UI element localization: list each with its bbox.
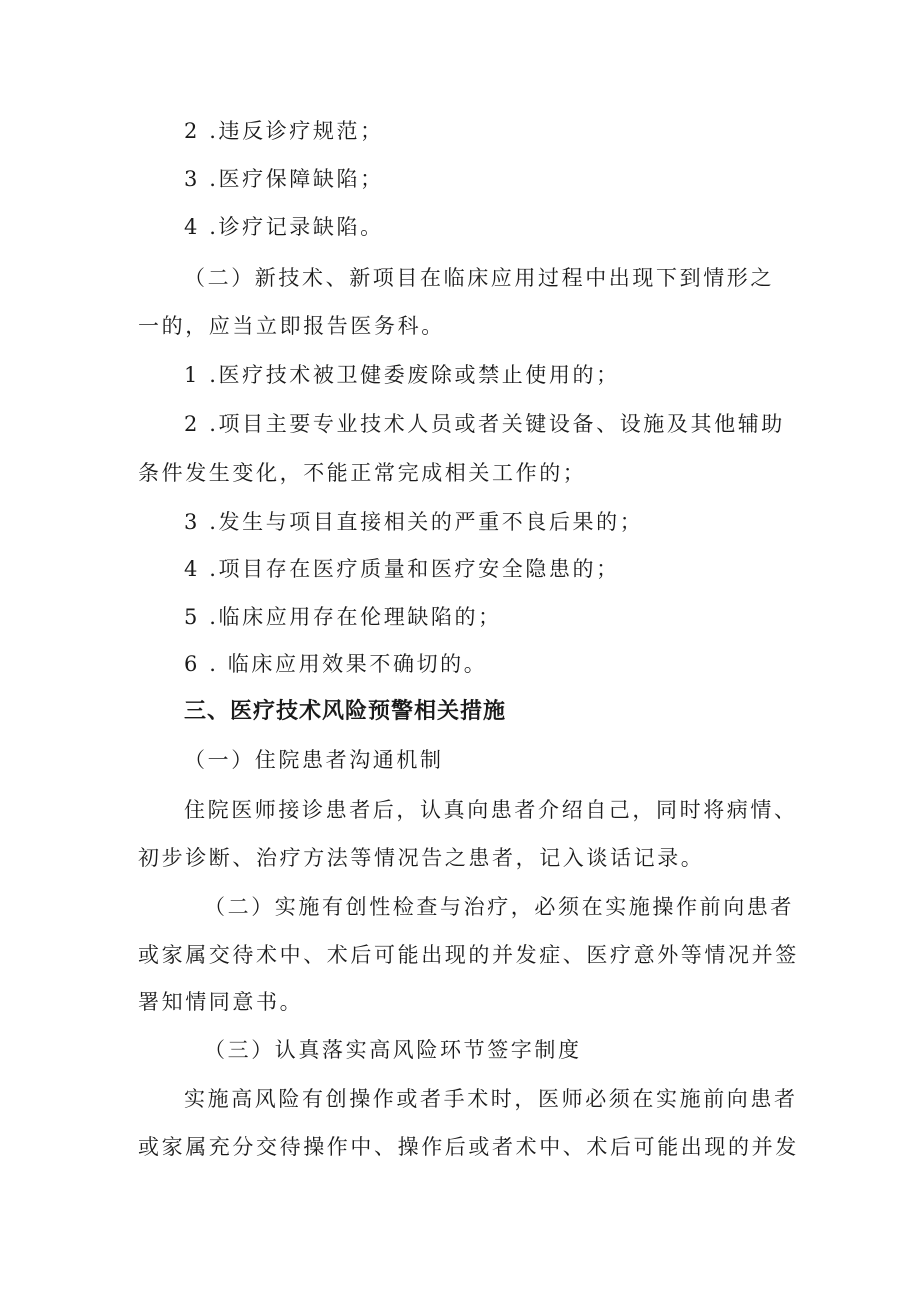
- paragraph-line: 或家属充分交待操作中、操作后或者术中、术后可能出现的并发: [138, 1135, 799, 1159]
- paragraph-line: 署知情同意书。: [138, 990, 304, 1014]
- section-heading: 三、医疗技术风险预警相关措施: [184, 699, 507, 724]
- paragraph-line: 实施高风险有创操作或者手术时，医师必须在实施前向患者: [184, 1087, 798, 1111]
- list-item: 6 . 临床应用效果不确切的。: [184, 652, 488, 676]
- paragraph-line: （二）新技术、新项目在临床应用过程中出现下到情形之: [184, 266, 774, 290]
- paragraph-line: 住院医师接诊患者后，认真向患者介绍自己，同时将病情、: [184, 798, 798, 822]
- list-item: 3 .发生与项目直接相关的严重不良后果的；: [184, 510, 644, 534]
- list-item: 5 .临床应用存在伦理缺陷的；: [184, 605, 502, 629]
- paragraph-line: 条件发生变化，不能正常完成相关工作的；: [138, 461, 587, 485]
- list-item: 2 .项目主要专业技术人员或者关键设备、设施及其他辅助: [184, 412, 785, 436]
- list-item: 3 .医疗保障缺陷；: [184, 167, 384, 191]
- list-item: 2 .违反诊疗规范；: [184, 119, 384, 143]
- paragraph-line: 或家属交待术中、术后可能出现的并发症、医疗意外等情况并签: [138, 943, 799, 967]
- subsection-heading: （三）认真落实高风险环节签字制度: [204, 1038, 582, 1062]
- list-item: 1 .医疗技术被卫健委废除或禁止使用的；: [184, 363, 620, 387]
- list-item: 4 .诊疗记录缺陷。: [184, 215, 384, 239]
- paragraph-line: （二）实施有创性检查与治疗，必须在实施操作前向患者: [204, 895, 794, 919]
- list-item: 4 .项目存在医疗质量和医疗安全隐患的；: [184, 557, 620, 581]
- paragraph-line: 初步诊断、治疗方法等情况告之患者，记入谈话记录。: [138, 846, 705, 870]
- paragraph-line: 一的，应当立即报告医务科。: [138, 314, 445, 338]
- subsection-heading: （一）住院患者沟通机制: [184, 748, 444, 772]
